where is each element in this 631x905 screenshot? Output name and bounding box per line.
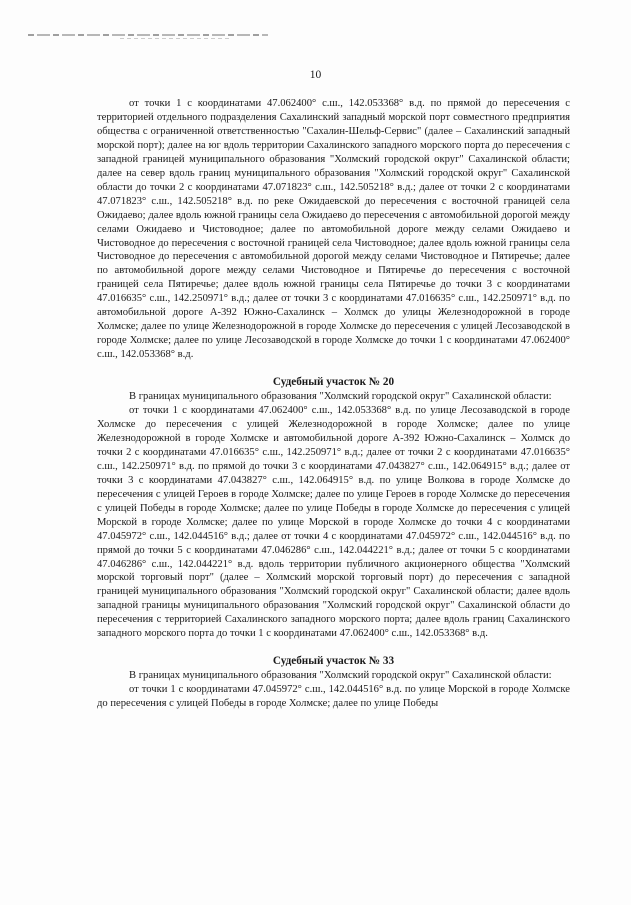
section-intro: В границах муниципального образования "Холмский городской округ" Сахалинской области: bbox=[129, 670, 552, 682]
section-heading: Судебный участок № 33 bbox=[272, 655, 395, 668]
scan-artifact bbox=[28, 34, 268, 36]
paragraph: от точки 1 с координатами 47.062400° с.ш., 142.053368° в.д. по улице Лесозаводской в городе Холмске до пересечения с улицей Железнодорожной в городе Холмске; далее по улице Железнодорожной в городе Холмске и автомобильной дороге А-392 Южно-Сахалинск – Холмск до точки 2 с координатами 47.016635° с.ш., 142.250971° в.д.; далее от точки 2 с координатами 47.016635° с.ш., 142.250971° в.д. по прямой до точки 3 с координатами 47.043827° с.ш., 142.064915° в.д.; далее от точки 3 с координатами 47.043827° с.ш., 142.064915° в.д. по улице Волкова в городе Холмске до пересечения с улицей Героев в городе Холмске; далее по улице Героев в городе Холмске до пересечения с улицей Победы в городе Холмске; далее по улице Победы в городе Холмске до пересечения с улицей Морской в городе Холмске; далее по улице Морской в городе Холмске до точки 4 с координатами 47.045972° с.ш., 142.044516° в.д.; далее от точки 4 с координатами 47.045972° с.ш., 142.044516° в.д. по прямой до точки 5 с координатами 47.046286° с.ш., 142.044221° в.д.; далее от точки 5 с координатами 47.046286° с.ш., 142.044221° в.д. вдоль территории публичного акционерного общества "Холмский морской торговый порт" (далее – Холмский морской торговый порт) до пересечения с западной границей муниципального образования "Холмский городской округ" Сахалинской области; далее вдоль западной границы муниципального образования "Холмский городской округ" Сахалинской области до пересечения с территорией Сахалинского западного морского порта; далее вдоль границ Сахалинского западного морского порта до точки 1 с координатами 47.062400° с.ш., 142.053368° в.д. bbox=[97, 405, 570, 640]
scan-artifact bbox=[120, 38, 230, 39]
section-intro: В границах муниципального образования "Холмский городской округ" Сахалинской области: bbox=[129, 391, 552, 403]
document-body bbox=[97, 97, 570, 711]
paragraph: от точки 1 с координатами 47.062400° с.ш., 142.053368° в.д. по прямой до пересечения с территорией отдельного подразделения Сахалинский западный морской порт совместного предприятия общества с ограниченной ответственностью "Сахалин-Шельф-Сервис" (далее – Сахалинский западный морской порт); далее на юг вдоль территории Сахалинского западного морского порта до пересечения с западной границей муниципального образования "Холмский городской округ" Сахалинской области; далее на север вдоль границ муниципального образования "Холмский городской округ" Сахалинской области до точки 2 с координатами 47.071823° с.ш., 142.505218° в.д.; далее от точки 2 с координатами 47.071823° с.ш., 142.505218° в.д. по реке Ожидаевской до пересечения с восточной границей села Ожидаево; далее вдоль южной границы села Ожидаево до пересечения с автомобильной дорогой между селами Ожидаево и Чистоводное; далее по автомобильной дороге между селами Ожидаево и Чистоводное до пересечения с восточной границей села Чистоводное; далее вдоль южной границы села Чистоводное до пересечения с автомобильной дорогой между селами Чистоводное и Пятиречье; далее по автомобильной дороге между селами Чистоводное и Пятиречье до пересечения с восточной границей села Пятиречье; далее вдоль южной границы села Пятиречье до точки 3 с координатами 47.016635° с.ш., 142.250971° в.д.; далее от точки 3 с координатами 47.016635° с.ш., 142.250971° в.д. по автомобильной дороге А-392 Южно-Сахалинск – Холмск до улицы Железнодорожной в городе Холмске; далее по улице Железнодорожной в городе Холмске до пересечения с улицей Лесозаводской в городе Холмске; далее по улице Лесозаводской в городе Холмске до точки 1 с координатами 47.062400° с.ш., 142.053368° в.д. bbox=[97, 98, 570, 361]
section-heading: Судебный участок № 20 bbox=[272, 376, 395, 389]
paragraph: от точки 1 с координатами 47.045972° с.ш., 142.044516° в.д. по улице Морской в городе Холмске до пересечения с улицей Победы в городе Холмске; далее по улице Победы bbox=[97, 684, 570, 710]
page-number: 10 bbox=[309, 69, 322, 81]
